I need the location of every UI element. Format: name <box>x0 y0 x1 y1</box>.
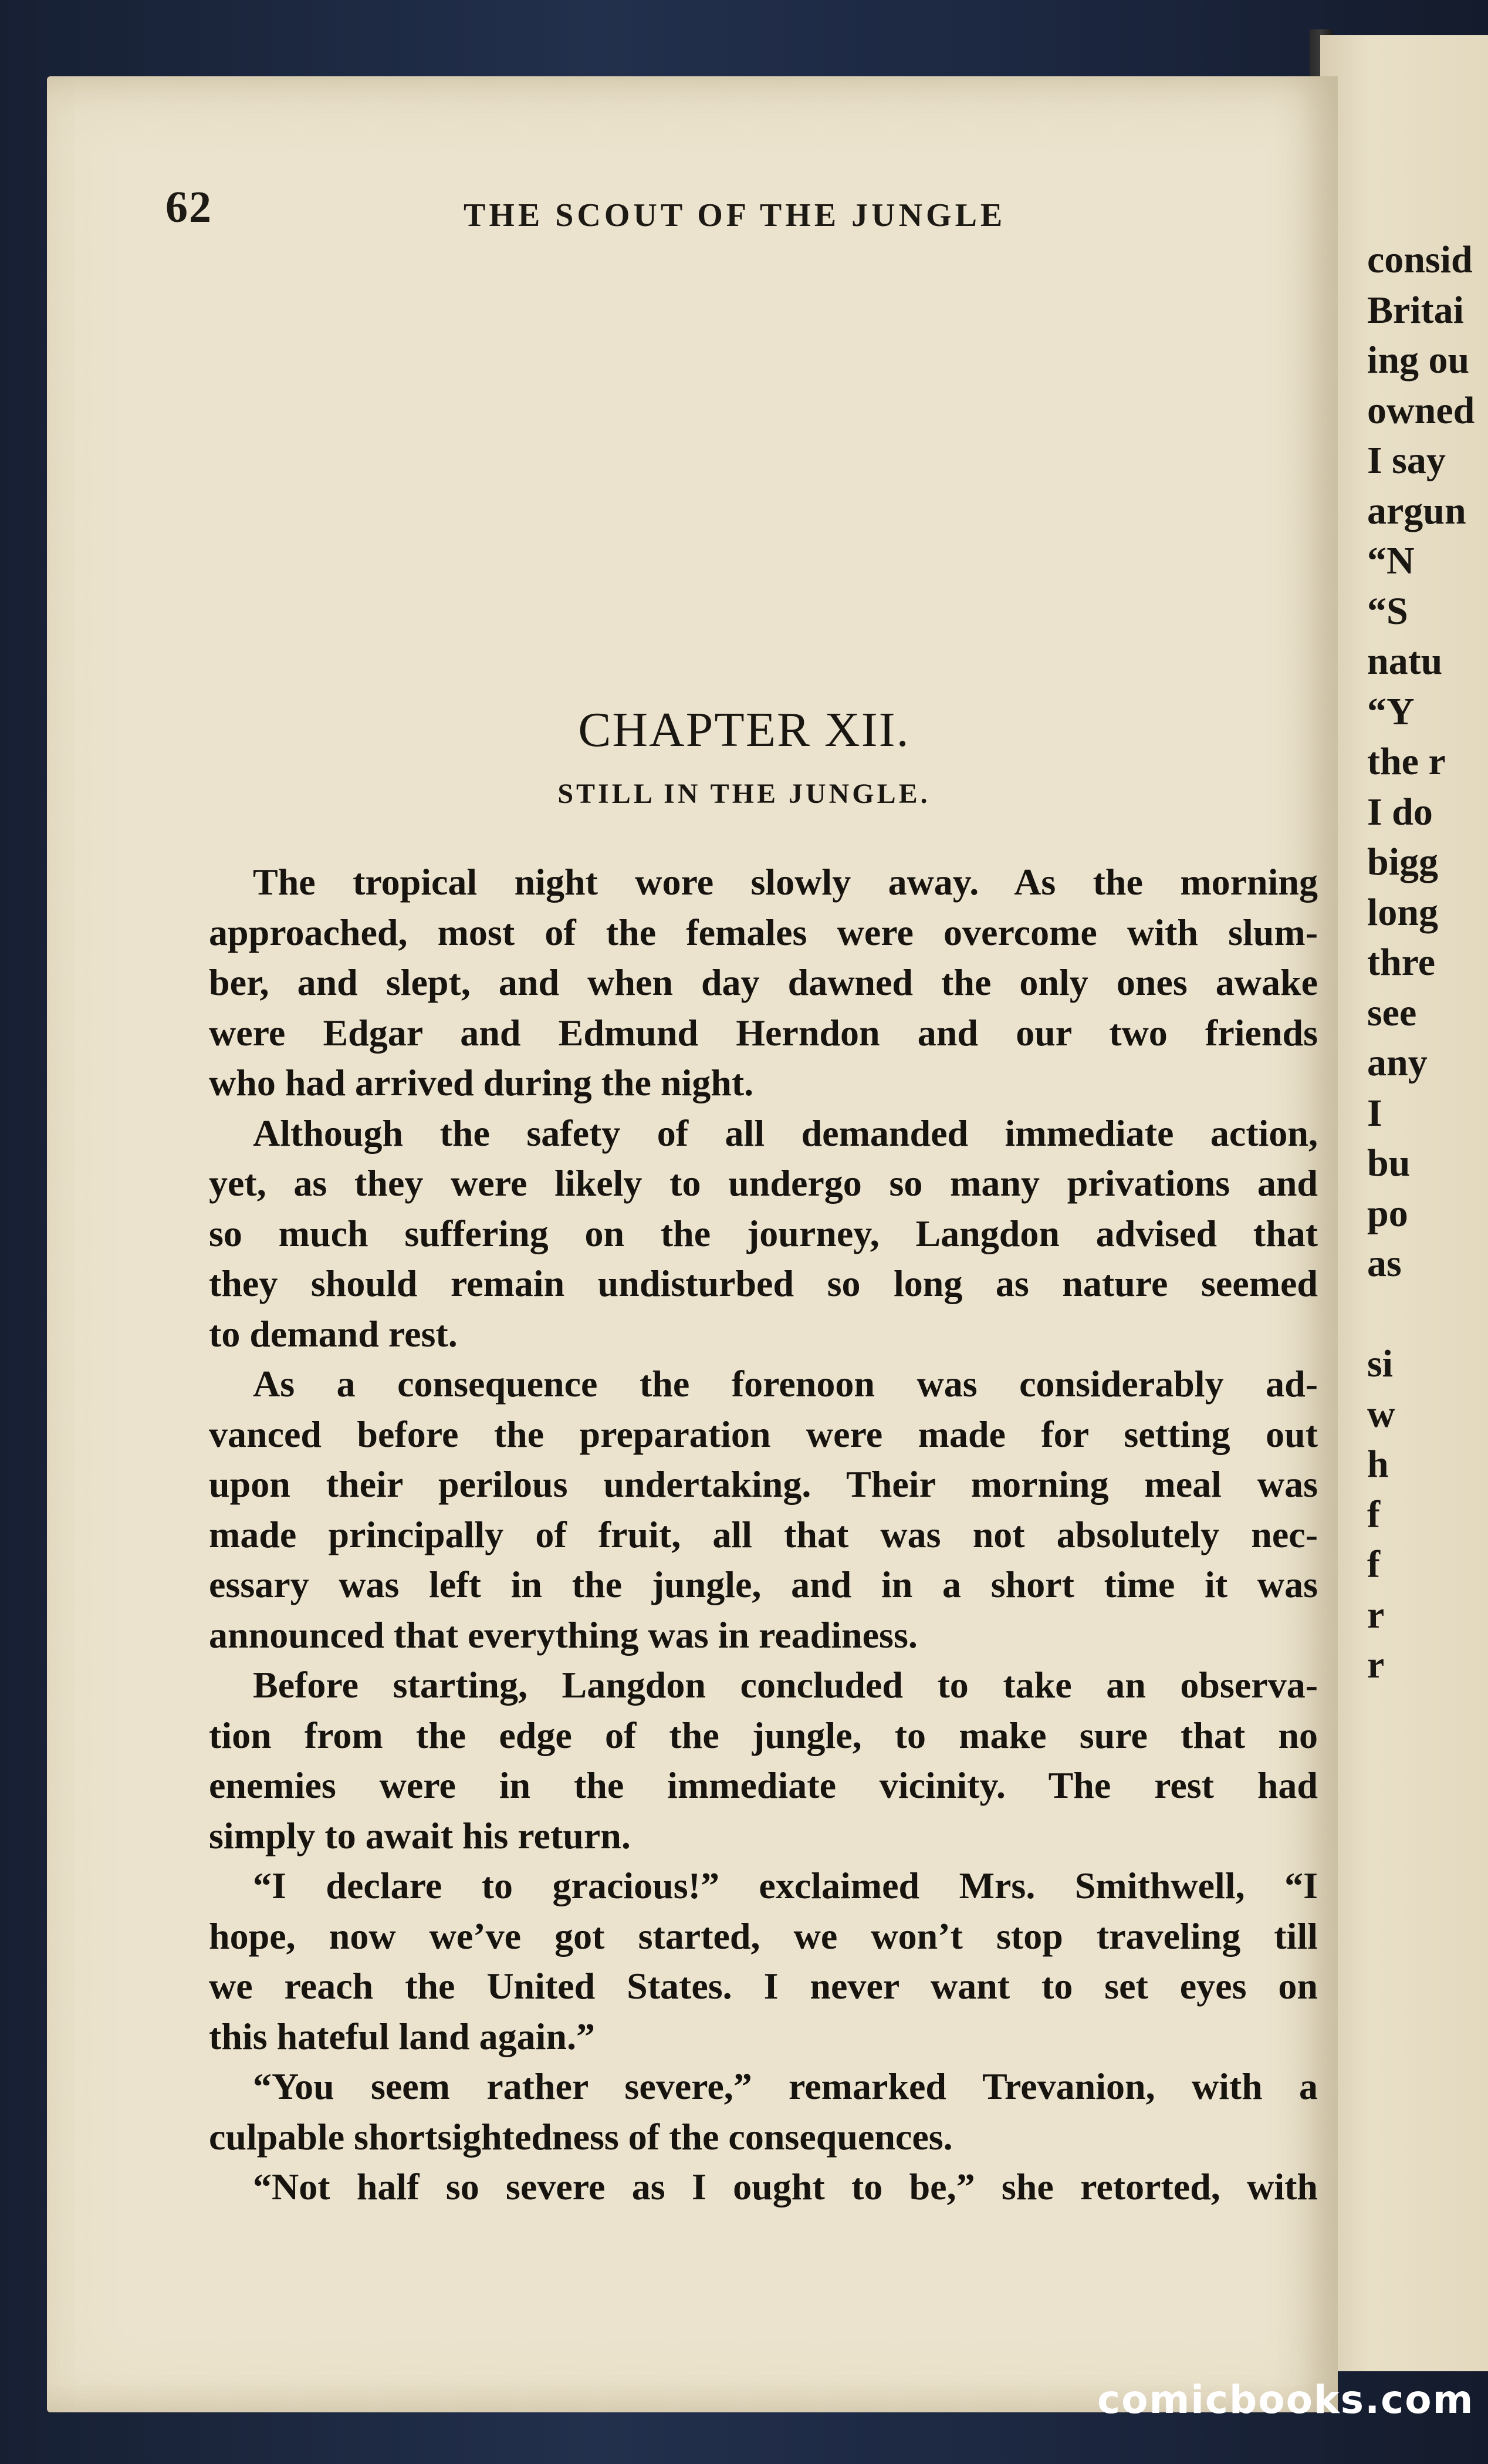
next-page-fragment: I <box>1367 1091 1382 1135</box>
next-page-edge <box>1320 35 1488 2371</box>
next-page-fragment: si <box>1367 1342 1394 1385</box>
text-line: tion from the edge of the jungle, to make sure that no <box>209 1714 1318 1756</box>
text-line: enemies were in the immediate vicinity. The rest had <box>209 1764 1318 1806</box>
next-page-fragment: see <box>1367 991 1417 1034</box>
text-line: “You seem rather severe,” remarked Trevanion, with a <box>253 2065 1318 2107</box>
running-head: THE SCOUT OF THE JUNGLE <box>464 197 1006 234</box>
text-line: The tropical night wore slowly away. As the morning <box>253 861 1318 903</box>
next-page-fragment: Britai <box>1367 288 1464 332</box>
next-page-fragment: f <box>1367 1543 1380 1586</box>
next-page-fragment: bigg <box>1367 841 1439 883</box>
text-line: made principally of fruit, all that was not absolutely nec- <box>209 1513 1318 1555</box>
next-page-fragment: w <box>1367 1392 1395 1436</box>
next-page-fragment: po <box>1367 1192 1408 1235</box>
text-line: so much suffering on the journey, Langdon advised that <box>209 1212 1318 1254</box>
text-line: ber, and slept, and when day dawned the only ones awake <box>209 961 1318 1003</box>
next-page-fragment: I do <box>1367 790 1433 833</box>
text-line: “Not half so severe as I ought to be,” she retorted, with <box>253 2166 1318 2208</box>
next-page-fragment: I say <box>1367 439 1446 482</box>
text-line: to demand rest. <box>209 1312 458 1355</box>
text-line: were Edgar and Edmund Herndon and our two friends <box>209 1011 1318 1054</box>
next-page-fragment: ing ou <box>1367 339 1470 382</box>
next-page-fragment: h <box>1367 1443 1389 1486</box>
text-line: Before starting, Langdon concluded to take an observa- <box>253 1664 1318 1706</box>
text-line: As a consequence the forenoon was considerably ad- <box>253 1363 1318 1405</box>
text-line: this hateful land again.” <box>209 2015 595 2057</box>
chapter-title: CHAPTER XII. <box>578 703 910 757</box>
next-page-fragment: r <box>1367 1593 1385 1636</box>
text-line: upon their perilous undertaking. Their morning meal was <box>209 1463 1318 1505</box>
text-line: who had arrived during the night. <box>209 1062 754 1103</box>
next-page-fragment: thre <box>1367 941 1436 984</box>
next-page-fragment: “S <box>1367 589 1408 633</box>
next-page-fragment: argun <box>1367 489 1466 532</box>
text-line: yet, as they were likely to undergo so many privations and <box>209 1162 1318 1204</box>
text-line: culpable shortsightedness of the consequences. <box>209 2115 953 2158</box>
next-page-fragment: the r <box>1367 740 1446 783</box>
next-page-fragment <box>1367 1289 1488 1339</box>
text-line: essary was left in the jungle, and in a short time it was <box>209 1564 1318 1605</box>
watermark: comicbooks.com <box>1097 2377 1475 2422</box>
next-page-fragment: natu <box>1367 640 1443 683</box>
text-line: Although the safety of all demanded immediate action, <box>253 1112 1318 1154</box>
next-page-text <box>1367 235 1488 1690</box>
next-page-fragment: f <box>1367 1493 1380 1536</box>
next-page-fragment: any <box>1367 1041 1428 1084</box>
text-line: vanced before the preparation were made for setting out <box>209 1413 1318 1455</box>
text-line: they should remain undisturbed so long as nature seemed <box>209 1263 1318 1304</box>
body-text <box>209 857 1318 2212</box>
next-page-fragment: bu <box>1367 1142 1411 1184</box>
text-line: approached, most of the females were overcome with slum- <box>209 911 1318 953</box>
text-line: announced that everything was in readiness. <box>209 1614 918 1656</box>
next-page-fragment: consid <box>1367 238 1473 281</box>
page-number: 62 <box>165 183 212 232</box>
chapter-subtitle: STILL IN THE JUNGLE. <box>557 778 931 809</box>
next-page-fragment: as <box>1367 1242 1402 1285</box>
next-page-fragment: “N <box>1367 539 1415 582</box>
next-page-fragment: owned <box>1367 389 1475 432</box>
next-page-fragment: “Y <box>1367 690 1415 733</box>
next-page-fragment: r <box>1367 1643 1385 1686</box>
text-line: hope, now we’ve got started, we won’t stop traveling till <box>209 1915 1318 1957</box>
text-line: simply to await his return. <box>209 1814 631 1857</box>
text-line: we reach the United States. I never want to set eyes on <box>209 1965 1318 2007</box>
text-line: “I declare to gracious!” exclaimed Mrs. Smithwell, “I <box>253 1865 1318 1906</box>
next-page-fragment: long <box>1367 890 1439 934</box>
